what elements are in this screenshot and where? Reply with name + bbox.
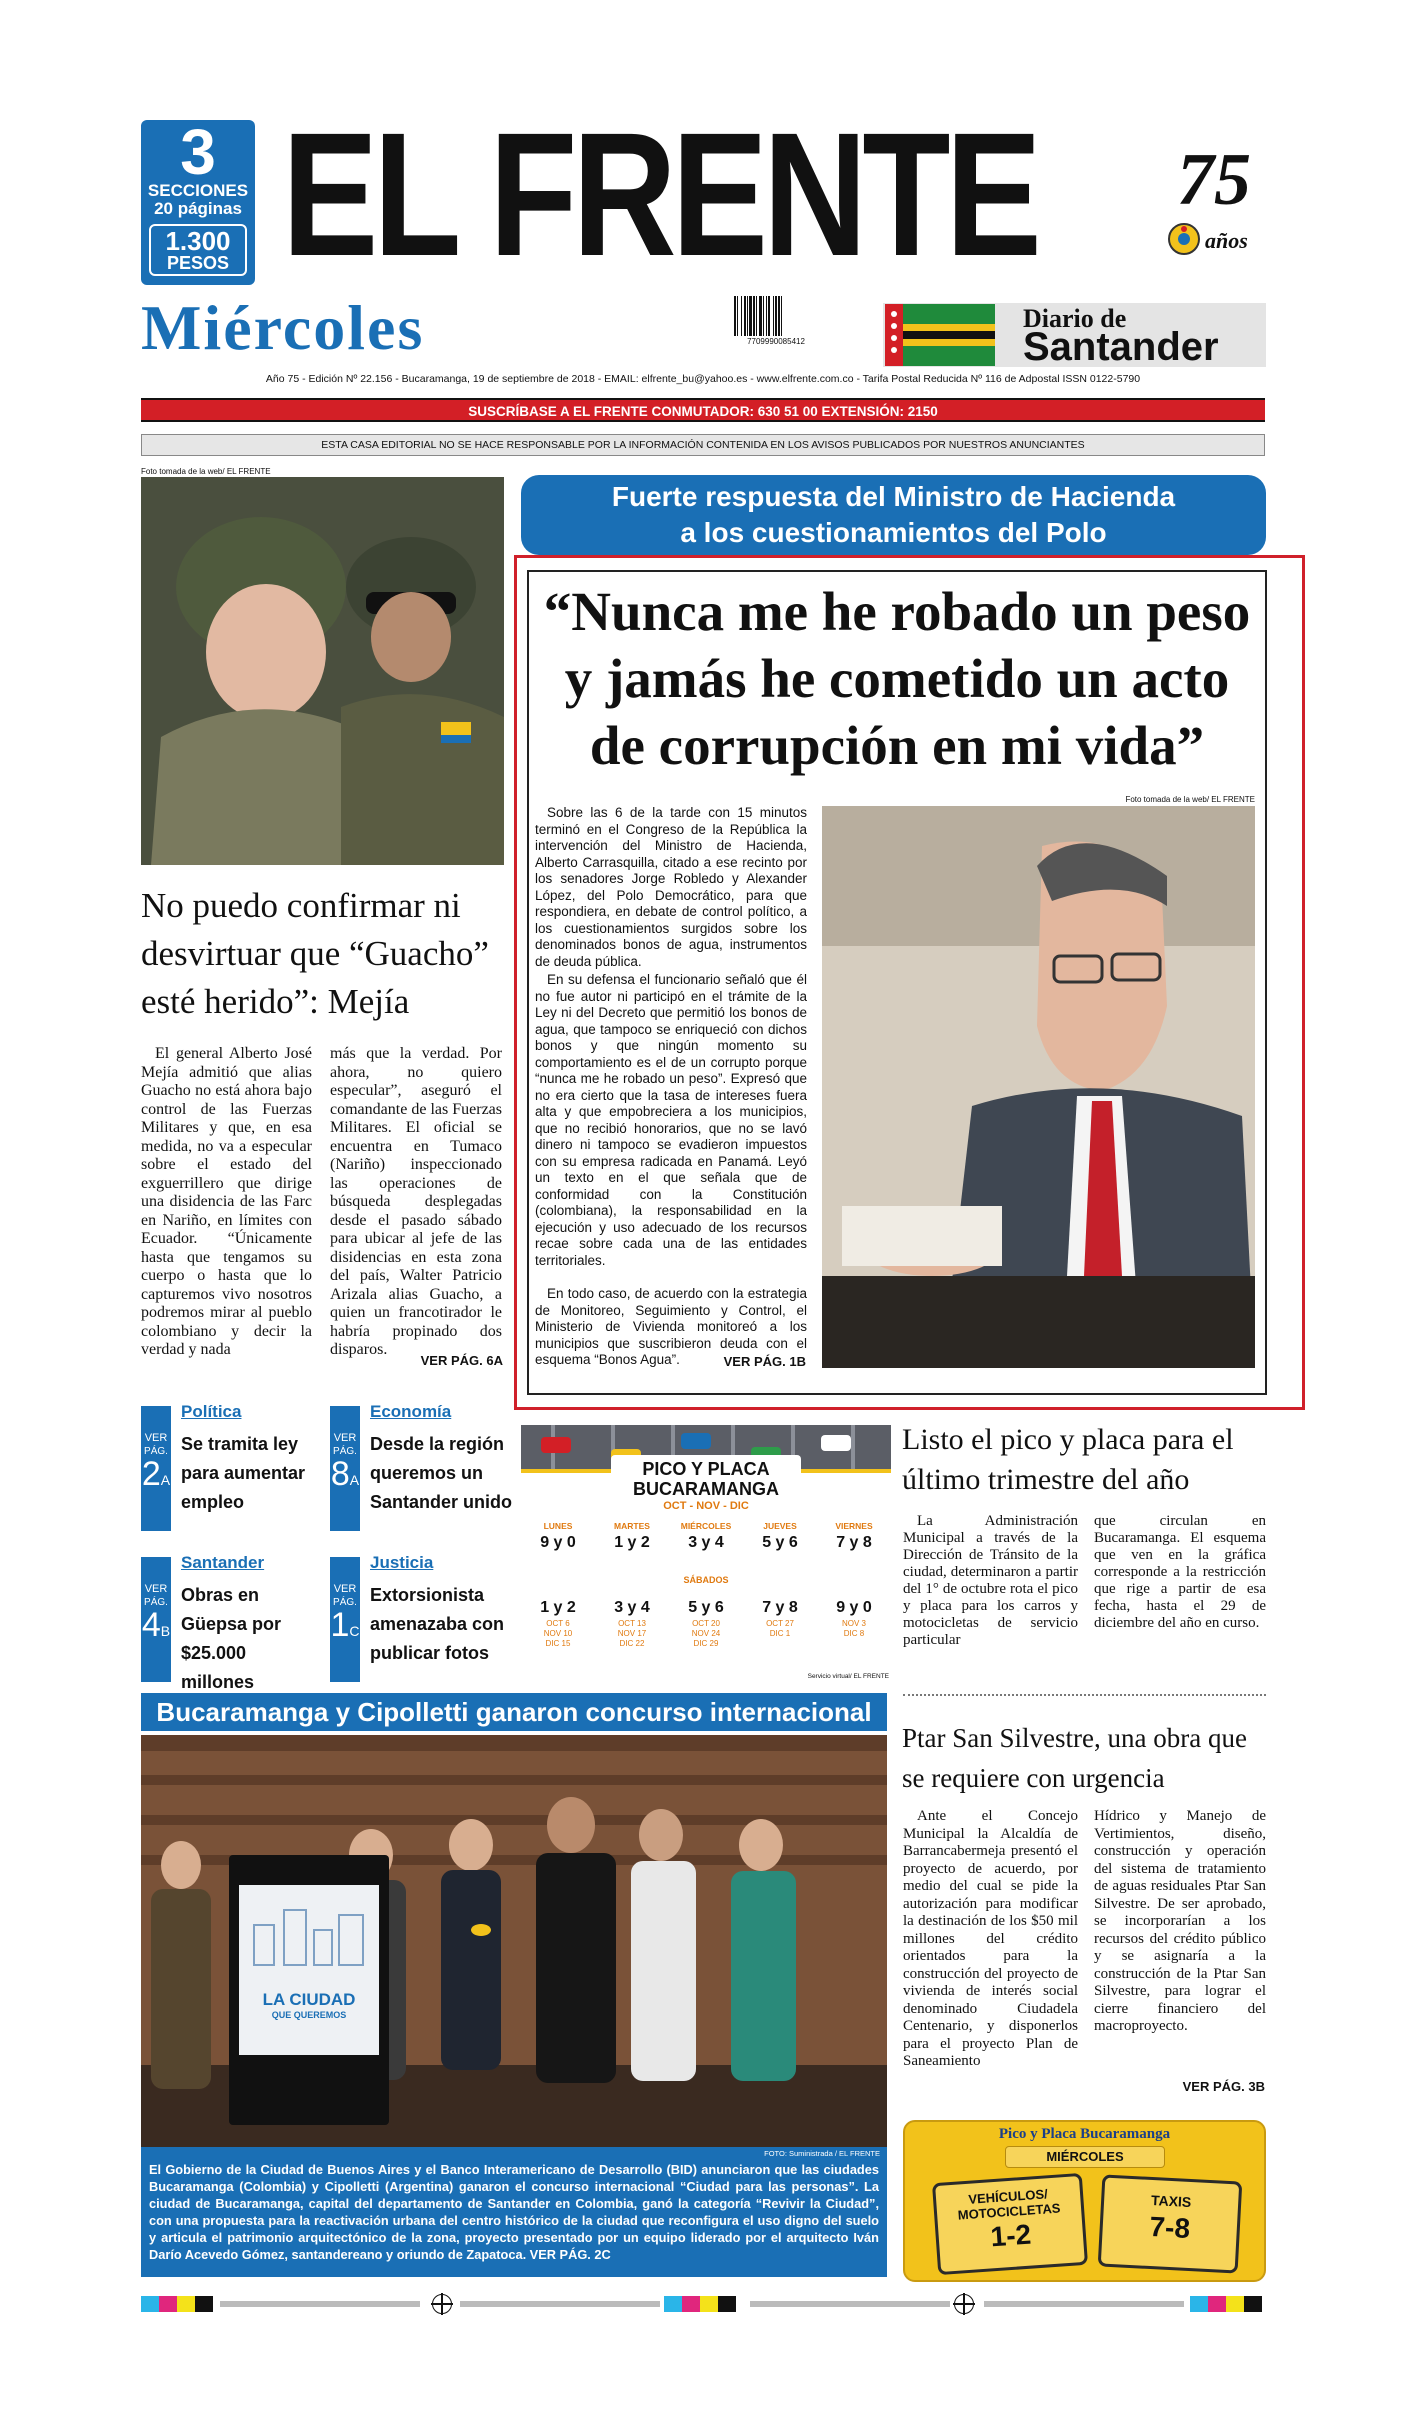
city-sketch-icon — [239, 1885, 379, 1985]
teaser-section[interactable]: Economía — [370, 1402, 452, 1421]
partner-line2: Santander — [1023, 325, 1219, 369]
pico-saturday — [595, 1597, 669, 1649]
taxis-plates: 7-8 — [1148, 2210, 1191, 2245]
pico-saturday-date: OCT 20 — [692, 1619, 720, 1628]
pico-saturday-date: DIC 22 — [619, 1639, 645, 1648]
pico-day-plates: 9 y 0 — [540, 1534, 576, 1551]
taxis-label: TAXIS — [1150, 2191, 1192, 2211]
pico-saturday-plates: 5 y 6 — [688, 1599, 724, 1616]
pico-saturday-date: OCT 6 — [546, 1619, 570, 1628]
pico-day-name: MIÉRCOLES — [680, 1521, 732, 1531]
pico-day-plates: 5 y 6 — [762, 1534, 798, 1551]
pico-saturday-date: OCT 13 — [618, 1619, 646, 1628]
subscribe-bar: SUSCRÍBASE A EL FRENTE CONMUTADOR: 630 51 00 EXTENSIÓN: 2150 — [141, 398, 1265, 422]
teaser-pag: PÁG. — [333, 1446, 357, 1457]
pico-placa-graphic — [521, 1425, 891, 1715]
barcode-number: 7709990085412 — [747, 337, 805, 346]
pico-day — [743, 1521, 817, 1555]
photo-credit: Foto tomada de la web/ EL FRENTE — [141, 467, 271, 476]
pico-saturday — [743, 1597, 817, 1639]
day-of-week: Miércoles — [141, 292, 425, 363]
edition-line: Año 75 - Edición Nº 22.156 - Bucaramanga, 19 de septiembre de 2018 - EMAIL: elfrente_bu@yahoo.es - www.elfrente.com.co - Tarifa Postal Reducida Nº 116 de Adpostal ISSN 0122-5790 — [265, 373, 1141, 385]
kicker-box — [521, 475, 1266, 584]
teaser-page-tag — [330, 1557, 360, 1682]
pico-day — [521, 1521, 595, 1555]
pico-saturday-plates: 7 y 8 — [762, 1599, 798, 1616]
barcode — [734, 296, 818, 352]
pico-saturday-date: NOV 3 — [841, 1619, 866, 1628]
teaser-num: 1 — [330, 1606, 350, 1644]
ptar-col2: Hídrico y Manejo de Vertimientos, diseño, construcción y operación del sistema de tratamiento de aguas residuales Ptar San Silvestre. De ser aprobado, se incorporarían a los recursos del crédito público y se asignaría a la construcción de la Ptar San Silvestre, para lograr el cierre financiero del macroproyecto. — [1094, 1808, 1266, 2034]
vehicles-sign — [932, 2173, 1088, 2275]
teaser-text: Obras en Güepsa por $25.000 millones — [181, 1585, 282, 1692]
pico-day-name: JUEVES — [763, 1521, 797, 1531]
partner-logo — [883, 303, 1266, 367]
minister-photo — [822, 806, 1255, 1368]
pico-title: PICO Y PLACA — [642, 1459, 770, 1479]
pico-col1: La Administración Municipal a través de la Dirección de Tránsito de la ciudad, determinaron a partir del 1° de octubre rota el pico y placa para los carros y motocicletas de servicio particular — [903, 1513, 1078, 1648]
teaser-ver: VER — [333, 1583, 357, 1595]
teaser-pag: PÁG. — [144, 1446, 168, 1457]
pico-saturday — [669, 1597, 743, 1649]
teaser-letter: A — [160, 1472, 171, 1488]
pico-box-day: MIÉRCOLES — [1005, 2146, 1165, 2168]
main-p3: En todo caso, de acuerdo con la estrategia de Monitoreo, Seguimiento y Control, el Ministerio de Vivienda monitoreó a los municipios que suscribieron deuda con el esquema “Bonos Agua”. — [535, 1286, 807, 1367]
teaser-section[interactable]: Política — [181, 1402, 242, 1421]
teaser-text: Desde la región queremos un Santander unido — [370, 1434, 513, 1512]
contest-banner: Bucaramanga y Cipolletti ganaron concurso internacional — [141, 1693, 887, 1731]
pico-headline: Listo el pico y placa para el último trimestre del año — [902, 1423, 1234, 1496]
teaser-num: 4 — [141, 1606, 161, 1644]
teaser-ver: VER — [144, 1583, 168, 1595]
teaser-page-tag — [141, 1406, 171, 1531]
pico-saturday-date: NOV 17 — [617, 1629, 647, 1638]
teaser-section[interactable]: Santander — [181, 1553, 265, 1572]
teaser[interactable] — [141, 1553, 326, 1693]
masthead-title: EL FRENTE — [282, 97, 1037, 293]
teaser-page-tag — [141, 1557, 171, 1682]
main-headline: “Nunca me he robado un peso y jamás he cometido un acto de corrupción en mi vida” — [543, 581, 1251, 776]
teaser-page-tag — [330, 1406, 360, 1531]
teaser-text: Se tramita ley para aumentar empleo — [181, 1434, 306, 1512]
disclaimer-bar: ESTA CASA EDITORIAL NO SE HACE RESPONSABLE POR LA INFORMACIÓN CONTENIDA EN LOS AVISOS PUBLICADOS POR NUESTROS ANUNCIANTES — [141, 434, 1265, 456]
pico-box-title: Pico y Placa Bucaramanga — [998, 2126, 1171, 2142]
teaser-num: 8 — [330, 1455, 350, 1493]
pico-day-plates: 1 y 2 — [614, 1534, 650, 1551]
podium — [229, 1855, 389, 2125]
pico-saturday-date: NOV 10 — [543, 1629, 573, 1638]
pico-city: BUCARAMANGA — [633, 1479, 779, 1499]
pico-credit: Servicio virtual/ EL FRENTE — [807, 1673, 889, 1680]
ptar-col1: Ante el Concejo Municipal la Alcaldía de Barrancabermeja presentó el proyecto de acuerdo, por medio del cual se pide la autorización para modificar la destinación de los $50 mil millones del crédito orientados para la construcción del proyecto de vivienda de interés social denominado Ciudadela Centenario, y disponerlos para el proyecto Plan de Saneamiento — [903, 1808, 1078, 2069]
pico-saturday — [521, 1597, 595, 1649]
film-reel-icon — [1167, 222, 1201, 256]
pico-saturday-date: DIC 15 — [545, 1639, 571, 1648]
pico-months: OCT - NOV - DIC — [663, 1500, 749, 1512]
pico-saturday-plates: 9 y 0 — [836, 1599, 872, 1616]
saturdays-label: SÁBADOS — [683, 1575, 729, 1585]
teaser[interactable] — [330, 1553, 515, 1693]
pages-label: 20 páginas — [154, 199, 242, 218]
anniversary-label: años — [1205, 228, 1248, 253]
teaser[interactable] — [330, 1402, 515, 1542]
pico-day-name: MARTES — [614, 1521, 650, 1531]
pico-day — [595, 1521, 669, 1555]
pico-day — [669, 1521, 743, 1555]
contest-caption-box — [141, 2147, 887, 2277]
main-p1: Sobre las 6 de la tarde con 15 minutos terminó en el Congreso de la República la intervención del Ministro de Hacienda, Alberto Carrasquilla, citado a ese recinto por los senadores Jorge Robledo y Alexander López, del Polo Democrático, para que respondiera, en debate de control político, a los cuestionamientos surgidos sobre los denominados bonos de agua, instrumentos de deuda pública. — [535, 805, 807, 969]
pico-day — [817, 1521, 891, 1555]
vehicles-label: VEHÍCULOS/ MOTOCICLETAS — [957, 2186, 1061, 2223]
award-photo — [141, 1735, 887, 2147]
pico-day-plates: 3 y 4 — [688, 1534, 724, 1551]
crosshair-icon — [954, 2294, 974, 2314]
teaser-pag: PÁG. — [144, 1597, 168, 1608]
teaser[interactable] — [141, 1402, 326, 1542]
pico-day-name: VIERNES — [835, 1521, 873, 1531]
left-headline: No puedo confirmar ni desvirtuar que “Guacho” esté herido”: Mejía — [141, 886, 489, 1021]
taxis-sign — [1098, 2174, 1243, 2273]
pico-day-plates: 7 y 8 — [836, 1534, 872, 1551]
anniversary-number: 75 — [1177, 139, 1251, 221]
pico-saturday-plates: 1 y 2 — [540, 1599, 576, 1616]
main-p2: En su defensa el funcionario señaló que él no fue autor ni participó en el trámite de la Ley ni del Decreto que permitió los bonos de agua, que tampoco se enriqueció con dichos bonos y que ningún momento su comportamiento es el de un corrupto porque “nunca me he robado un peso”. Expresó que no era cierto que la tasa de intereses fuera alta y que empobreciera a los municipios, que no recibió honorarios, que no se lavó dinero ni tampoco se evadieron impuestos con su empresa radicada en Panamá. Leyó un texto en el que señala que de conformidad con la Constitución (colombiana), la responsabilidad en la ejecución y uso adecuado de los recursos recae sobre cada una de las entidades territoriales. — [535, 972, 807, 1268]
teaser-section[interactable]: Justicia — [370, 1553, 434, 1572]
vehicles-plates: 1-2 — [989, 2218, 1033, 2253]
teaser-ver: VER — [333, 1432, 357, 1444]
sections-number: 3 — [180, 116, 216, 188]
pico-saturday — [817, 1597, 891, 1639]
teaser-num: 2 — [141, 1455, 161, 1493]
pico-title-box — [611, 1455, 801, 1515]
main-photo-credit: Foto tomada de la web/ EL FRENTE — [1125, 795, 1255, 804]
pico-saturday-date: NOV 24 — [691, 1629, 721, 1638]
pico-saturday-date: OCT 27 — [766, 1619, 794, 1628]
dotted-divider — [903, 1694, 1266, 1696]
podium-line2: QUE QUEREMOS — [271, 2010, 347, 2020]
teaser-letter: C — [349, 1623, 360, 1639]
main-see-page[interactable]: VER PÁG. 1B — [723, 1354, 806, 1369]
left-see-page[interactable]: VER PÁG. 6A — [420, 1353, 503, 1368]
podium-line1: LA CIUDAD — [262, 1990, 356, 2009]
teaser-pag: PÁG. — [333, 1597, 357, 1608]
left-col2: más que la verdad. Por ahora, no quiero especular”, aseguró el comandante de las Fuerzas Militares. El oficial se encuentra en Tumaco (Nariño) inspeccionado las operaciones de búsqueda desplegadas desde el pasado sábado para ubicar al jefe de las disidencias en esta zona del país, Walter Patricio Arizala alias Guacho, a quien un francotirador le habría propinado dos disparos. — [330, 1045, 502, 1358]
pico-saturday-plates: 3 y 4 — [614, 1599, 650, 1616]
pico-day-name: LUNES — [543, 1521, 573, 1531]
price-box — [141, 116, 255, 285]
pico-saturday-date: DIC 1 — [769, 1629, 791, 1638]
soldiers-photo — [141, 477, 504, 865]
ptar-see-page[interactable]: VER PÁG. 3B — [1182, 2079, 1265, 2094]
teaser-ver: VER — [144, 1432, 168, 1444]
price-amount: 1.300 — [165, 226, 231, 256]
teaser-letter: A — [349, 1472, 360, 1488]
anniversary-logo — [1165, 140, 1275, 270]
soldiers-illustration — [141, 477, 504, 865]
pico-saturday-date: DIC 8 — [843, 1629, 865, 1638]
pico-col2: que circulan en Bucaramanga. El esquema que ven en la gráfica corresponde a la restricción que rige a partir de esa fecha, hasta el 29 de diciembre del año en curso. — [1094, 1513, 1266, 1631]
partner-line1: Diario de — [1023, 304, 1127, 333]
price-currency: PESOS — [166, 253, 230, 273]
teaser-letter: B — [160, 1623, 171, 1639]
pico-box — [903, 2120, 1266, 2282]
contest-photo-credit: FOTO: Suministrada / EL FRENTE — [764, 2149, 880, 2158]
sections-label: SECCIONES — [147, 181, 249, 200]
teaser-text: Extorsionista amenazaba con publicar fotos — [370, 1585, 505, 1663]
santander-flag-icon — [885, 304, 995, 366]
kicker-text: Fuerte respuesta del Ministro de Hacienda a los cuestionamientos del Polo Democrático — [611, 481, 1176, 584]
pico-saturday-date: DIC 29 — [693, 1639, 719, 1648]
contest-caption: El Gobierno de la Ciudad de Buenos Aires y el Banco Interamericano de Desarrollo (BID) anunciaron que las ciudades Bucaramanga (Colombia) y Cipolletti (Argentina) ganaron el concurso internacional “Ciudad para las personas”. La ciudad de Bucaramanga, capital del departamento de Santander en Colombia, ganó la categoría “Revivir la Ciudad”, con una propuesta para la reactivación urbana del centro histórico de la ciudad que reconfigura el uso digno del suelo y articula el patrimonio arquitectónico de la zona, proyecto presentado por un equipo liderado por el arquitecto Iván Darío Acevedo Gómez, santandereano y oriundo de Zapatoca. VER PÁG. 2C — [149, 2162, 879, 2262]
ptar-headline: Ptar San Silvestre, una obra que se requiere con urgencia — [902, 1723, 1247, 1793]
crosshair-icon — [432, 2294, 452, 2314]
minister-illustration — [822, 806, 1255, 1368]
left-col1: El general Alberto José Mejía admitió que alias Guacho no está ahora bajo control de las Fuerzas Militares y que, en esa medida, no va a especular sobre el estado del exguerrillero que dirige una disidencia de las Farc en Nariño, en límites con Ecuador. “Únicamente hasta que tengamos su cuerpo o hasta que lo capturemos vivo nosotros podremos mirar al pueblo colombiano y decir la verdad y nada — [141, 1045, 312, 1358]
